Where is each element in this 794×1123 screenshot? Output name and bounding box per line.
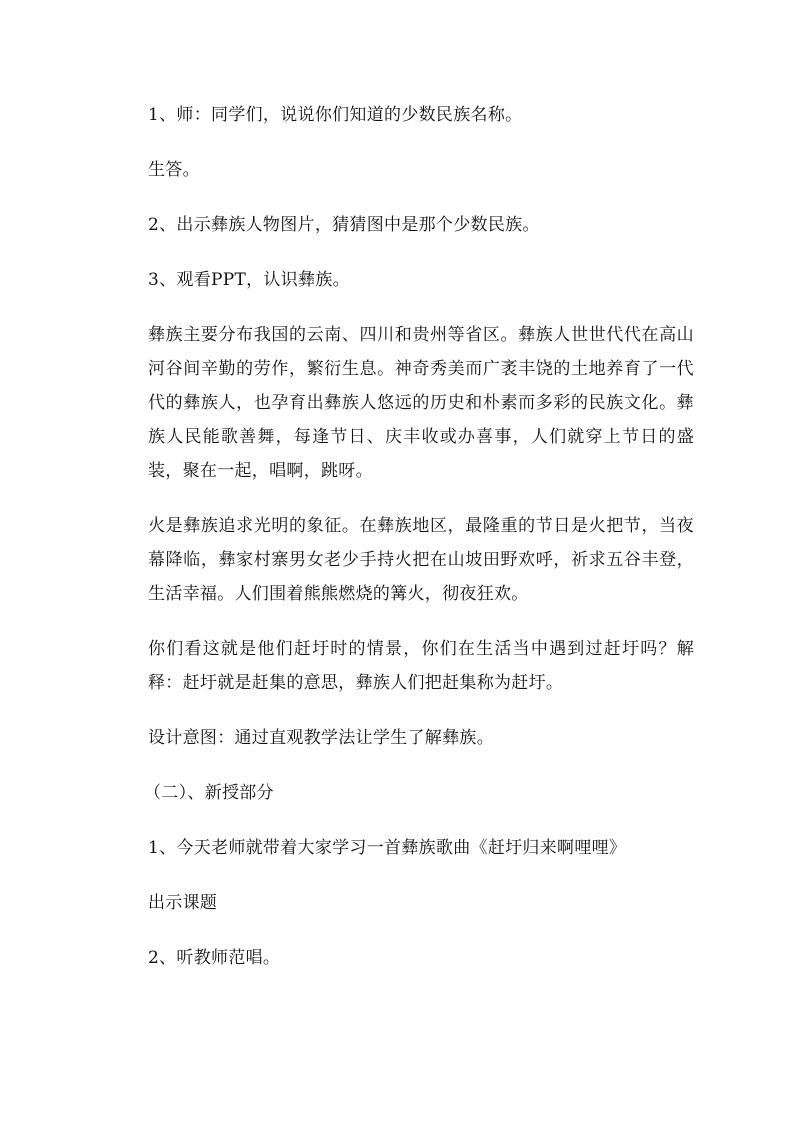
- section-heading-new-lesson: （二）、新授部分: [144, 783, 274, 803]
- paragraph-listen-demo: 2、听教师范唱。: [148, 948, 281, 968]
- paragraph-market-explanation: 你们看这就是他们赶圩时的情景，你们在生活当中遇到过赶圩吗？解释：赶圩就是赶集的意思，彝族人们把赶集称为赶圩。: [148, 639, 694, 693]
- paragraph-song-intro: 1、今天老师就带着大家学习一首彝族歌曲《赶圩归来啊哩哩》: [148, 838, 627, 858]
- document-body: [144, 98, 694, 996]
- paragraph-design-intent: 设计意图：通过直观教学法让学生了解彝族。: [148, 728, 494, 748]
- paragraph-student-answer: 生答。: [148, 160, 200, 180]
- paragraph-torch-festival: 火是彝族追求光明的象征。在彝族地区，最隆重的节日是火把节，当夜幕降临，彝家村寨男女老少手持火把在山坡田野欢呼，祈求五谷丰登，生活幸福。人们围着熊熊燃烧的篝火，彻夜狂欢。: [148, 516, 694, 604]
- paragraph-step-2: 2、出示彝族人物图片，猜猜图中是那个少数民族。: [148, 215, 540, 235]
- paragraph-show-title: 出示课题: [148, 893, 218, 913]
- paragraph-step-3: 3、观看PPT，认识彝族。: [148, 270, 350, 290]
- paragraph-yi-distribution: 彝族主要分布我国的云南、四川和贵州等省区。彝族人世世代代在高山河谷间辛勤的劳作，繁衍生息。神奇秀美而广袤丰饶的土地养育了一代代的彝族人，也孕育出彝族人悠远的历史和朴素而多彩的民族文化。彝族人民能歌善舞，每逢节日、庆丰收或办喜事，人们就穿上节日的盛装，聚在一起，唱啊，跳呀。: [148, 325, 694, 481]
- paragraph-step-1: 1、师：同学们，说说你们知道的少数民族名称。: [148, 105, 523, 125]
